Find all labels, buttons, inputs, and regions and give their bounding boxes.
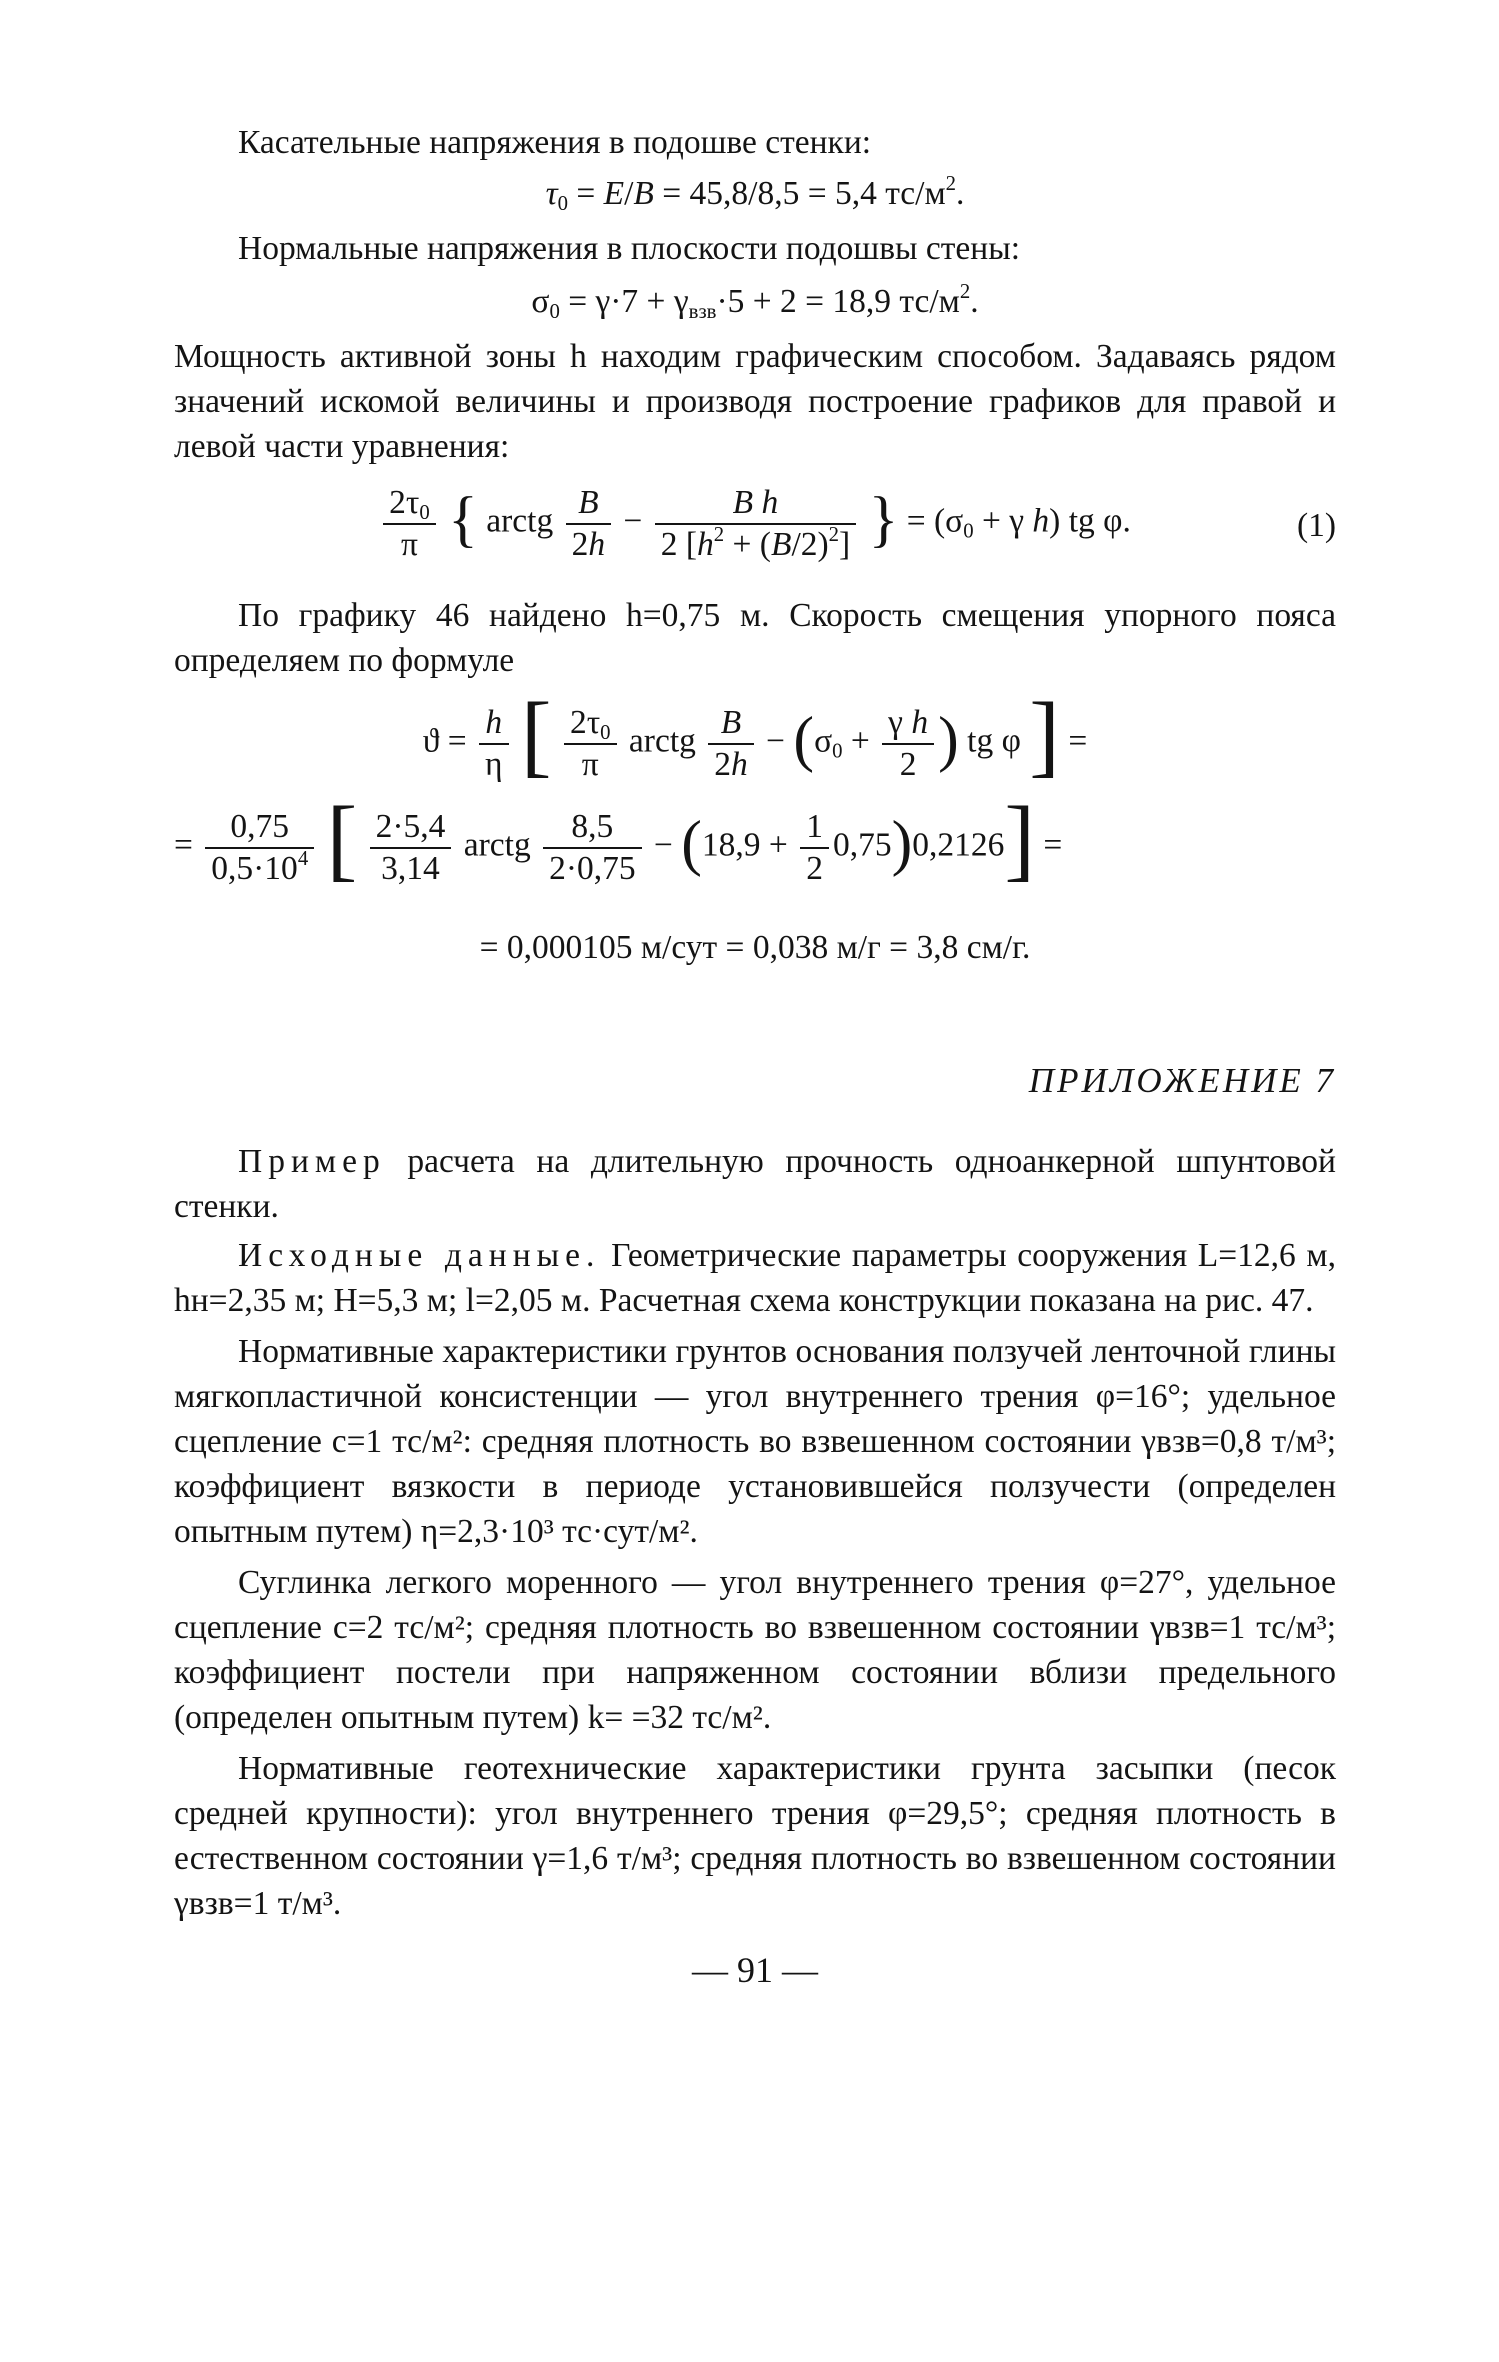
equation-velocity-result: = 0,000105 м/сут = 0,038 м/г = 3,8 см/г.	[479, 929, 1031, 966]
paragraph-active-zone: Мощность активной зоны h находим графическим способом. Задаваясь рядом значений искомой величины и производя построение графиков для правой и левой части уравнения:	[174, 338, 1336, 465]
equation-shear-stress: $\tau_0 = E/B = 45,8/8,5 = 5,4$ $тс/м^2$.	[545, 172, 965, 215]
paragraph-example	[174, 1139, 1336, 1229]
paragraph-normal-stress: Нормальные напряжения в плоскости подошвы стены:	[238, 230, 1021, 267]
equation-velocity: ϑ = $\frac{h}{\eta}$ [ $\frac{2\tau_0}{\pi}$ arctg $\frac{B}{2h}$ − ($\sigma_0$ + $\frac{\text{γ h}}{2}$ ) tg φ ] =	[422, 683, 1088, 786]
example-lead: Пример	[238, 1143, 386, 1180]
paragraph-shear-stress: Касательные напряжения в подошве стенки:	[238, 124, 872, 161]
equation-velocity-numeric: = $\frac{0,75}{0,5\cdot 10^4}$ [ $\frac{2\cdot 5,4}{3,14}$ arctg $\frac{8,5}{2\cdot 0,75}$ − (18,9 + $\frac{1}{2}$ 0,75)0,2126] =	[174, 787, 1063, 890]
equation-normal-stress: $\sigma_0 = \gamma\cdot 7 + \gamma_{взв}\cdot 5 + 2 = 18,9$ $тс/м^2$.	[531, 280, 979, 323]
paragraph-input-data	[174, 1233, 1336, 1323]
equation-number: (1)	[1296, 507, 1336, 544]
example-text: расчета на длительную прочность одноанкерной шпунтовой стенки.	[174, 1143, 1336, 1225]
paragraph-graph: По графику 46 найдено h=0,75 м. Скорость смещения упорного пояса определяем по формуле	[174, 597, 1336, 679]
appendix-title: ПРИЛОЖЕНИЕ 7	[1028, 1061, 1336, 1100]
document-page	[174, 120, 1336, 1993]
page-number: — 91 —	[692, 1950, 818, 1990]
paragraph-loam-properties: Суглинка легкого моренного — угол внутреннего трения φ=27°, удельное сцепление c=2 тс/м²; средняя плотность во взвешенном состоянии γвзв=1 тс/м³; коэффициент постели при напряженном состоянии вблизи предельного (определен опытным путем) k= =32 тс/м².	[174, 1564, 1336, 1736]
paragraph-clay-properties: Нормативные характеристики грунтов основания ползучей ленточной глины мягкопластичной консистенции — угол внутреннего трения φ=16°; удельное сцепление c=1 тс/м²: средняя плотность во взвешенном состоянии γвзв=0,8 т/м³; коэффициент вязкости в периоде установившейся ползучести (определен опытным путем) η=2,3·10³ тс·сут/м².	[174, 1333, 1336, 1550]
equation-1: $\frac{2\tau_0}{\pi}$ { arctg $\frac{B}{2h}$ − $\frac{\text{B h}}{2 [h^2 + (B/2)^2]}$ } = ($\sigma_0 + \gamma$ h) tg φ. (1)	[174, 483, 1336, 575]
input-lead: Исходные данные.	[238, 1237, 601, 1274]
paragraph-backfill-properties: Нормативные геотехнические характеристики грунта засыпки (песок средней крупности): угол внутреннего трения φ=29,5°; средняя плотность в естественном состоянии γ=1,6 т/м³; средняя плотность во взвешенном состоянии γвзв=1 т/м³.	[174, 1750, 1336, 1922]
input-text: Геометрические параметры сооружения L=12,6 м, hн=2,35 м; H=5,3 м; l=2,05 м. Расчетная схема конструкции показана на рис. 47.	[174, 1237, 1337, 1319]
